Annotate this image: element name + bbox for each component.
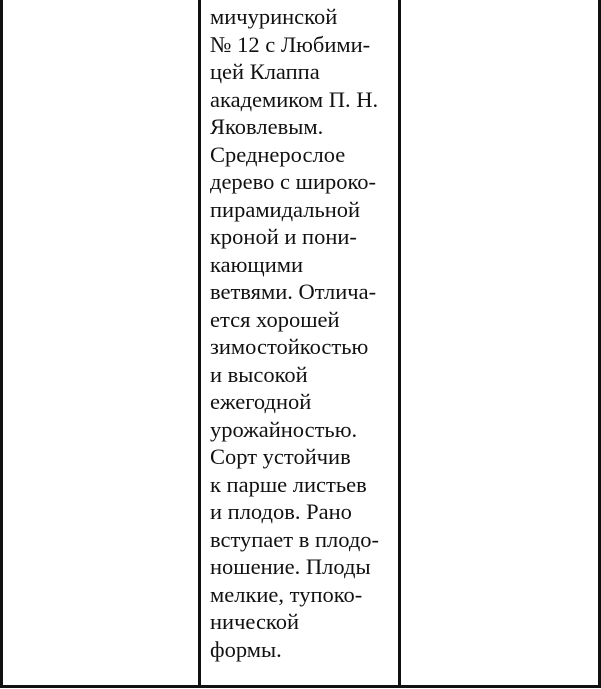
description-line: зимостойкостью (210, 334, 369, 359)
table-cell-left (0, 0, 200, 686)
description-line: мичуринской (210, 4, 338, 29)
table-bottom-border (0, 685, 601, 688)
description-line: кроной и пони- (210, 224, 357, 249)
description-line: нической (210, 609, 300, 634)
description-line: и плодов. Рано (210, 499, 352, 524)
description-line: ношение. Плоды (210, 554, 371, 579)
description-line: вступает в плодо- (210, 526, 380, 552)
description-line: цей Клаппа (210, 59, 320, 84)
description-line: академиком П. Н. (210, 86, 379, 112)
description-line: № 12 с Любими- (210, 31, 371, 57)
description-line: мелкие, тупоко- (210, 581, 363, 607)
description-line: ветвями. Отлича- (210, 279, 377, 304)
description-line: ежегодной (210, 389, 312, 414)
variety-description (210, 3, 398, 663)
description-line: и высокой (210, 361, 308, 387)
description-line: Сорт устойчив (210, 444, 351, 469)
table-cell-right (398, 0, 601, 686)
description-line: урожайностью. (210, 416, 358, 442)
description-line: дерево с широко- (210, 169, 377, 194)
description-line: кающими (210, 251, 304, 277)
description-line: ется хорошей (210, 306, 340, 332)
description-line: пирамидальной (210, 196, 361, 222)
description-line: к парше листьев (210, 471, 367, 497)
description-line: Яковлевым. (210, 114, 324, 139)
description-line: формы. (210, 636, 282, 662)
description-line: Среднерослое (210, 141, 346, 167)
